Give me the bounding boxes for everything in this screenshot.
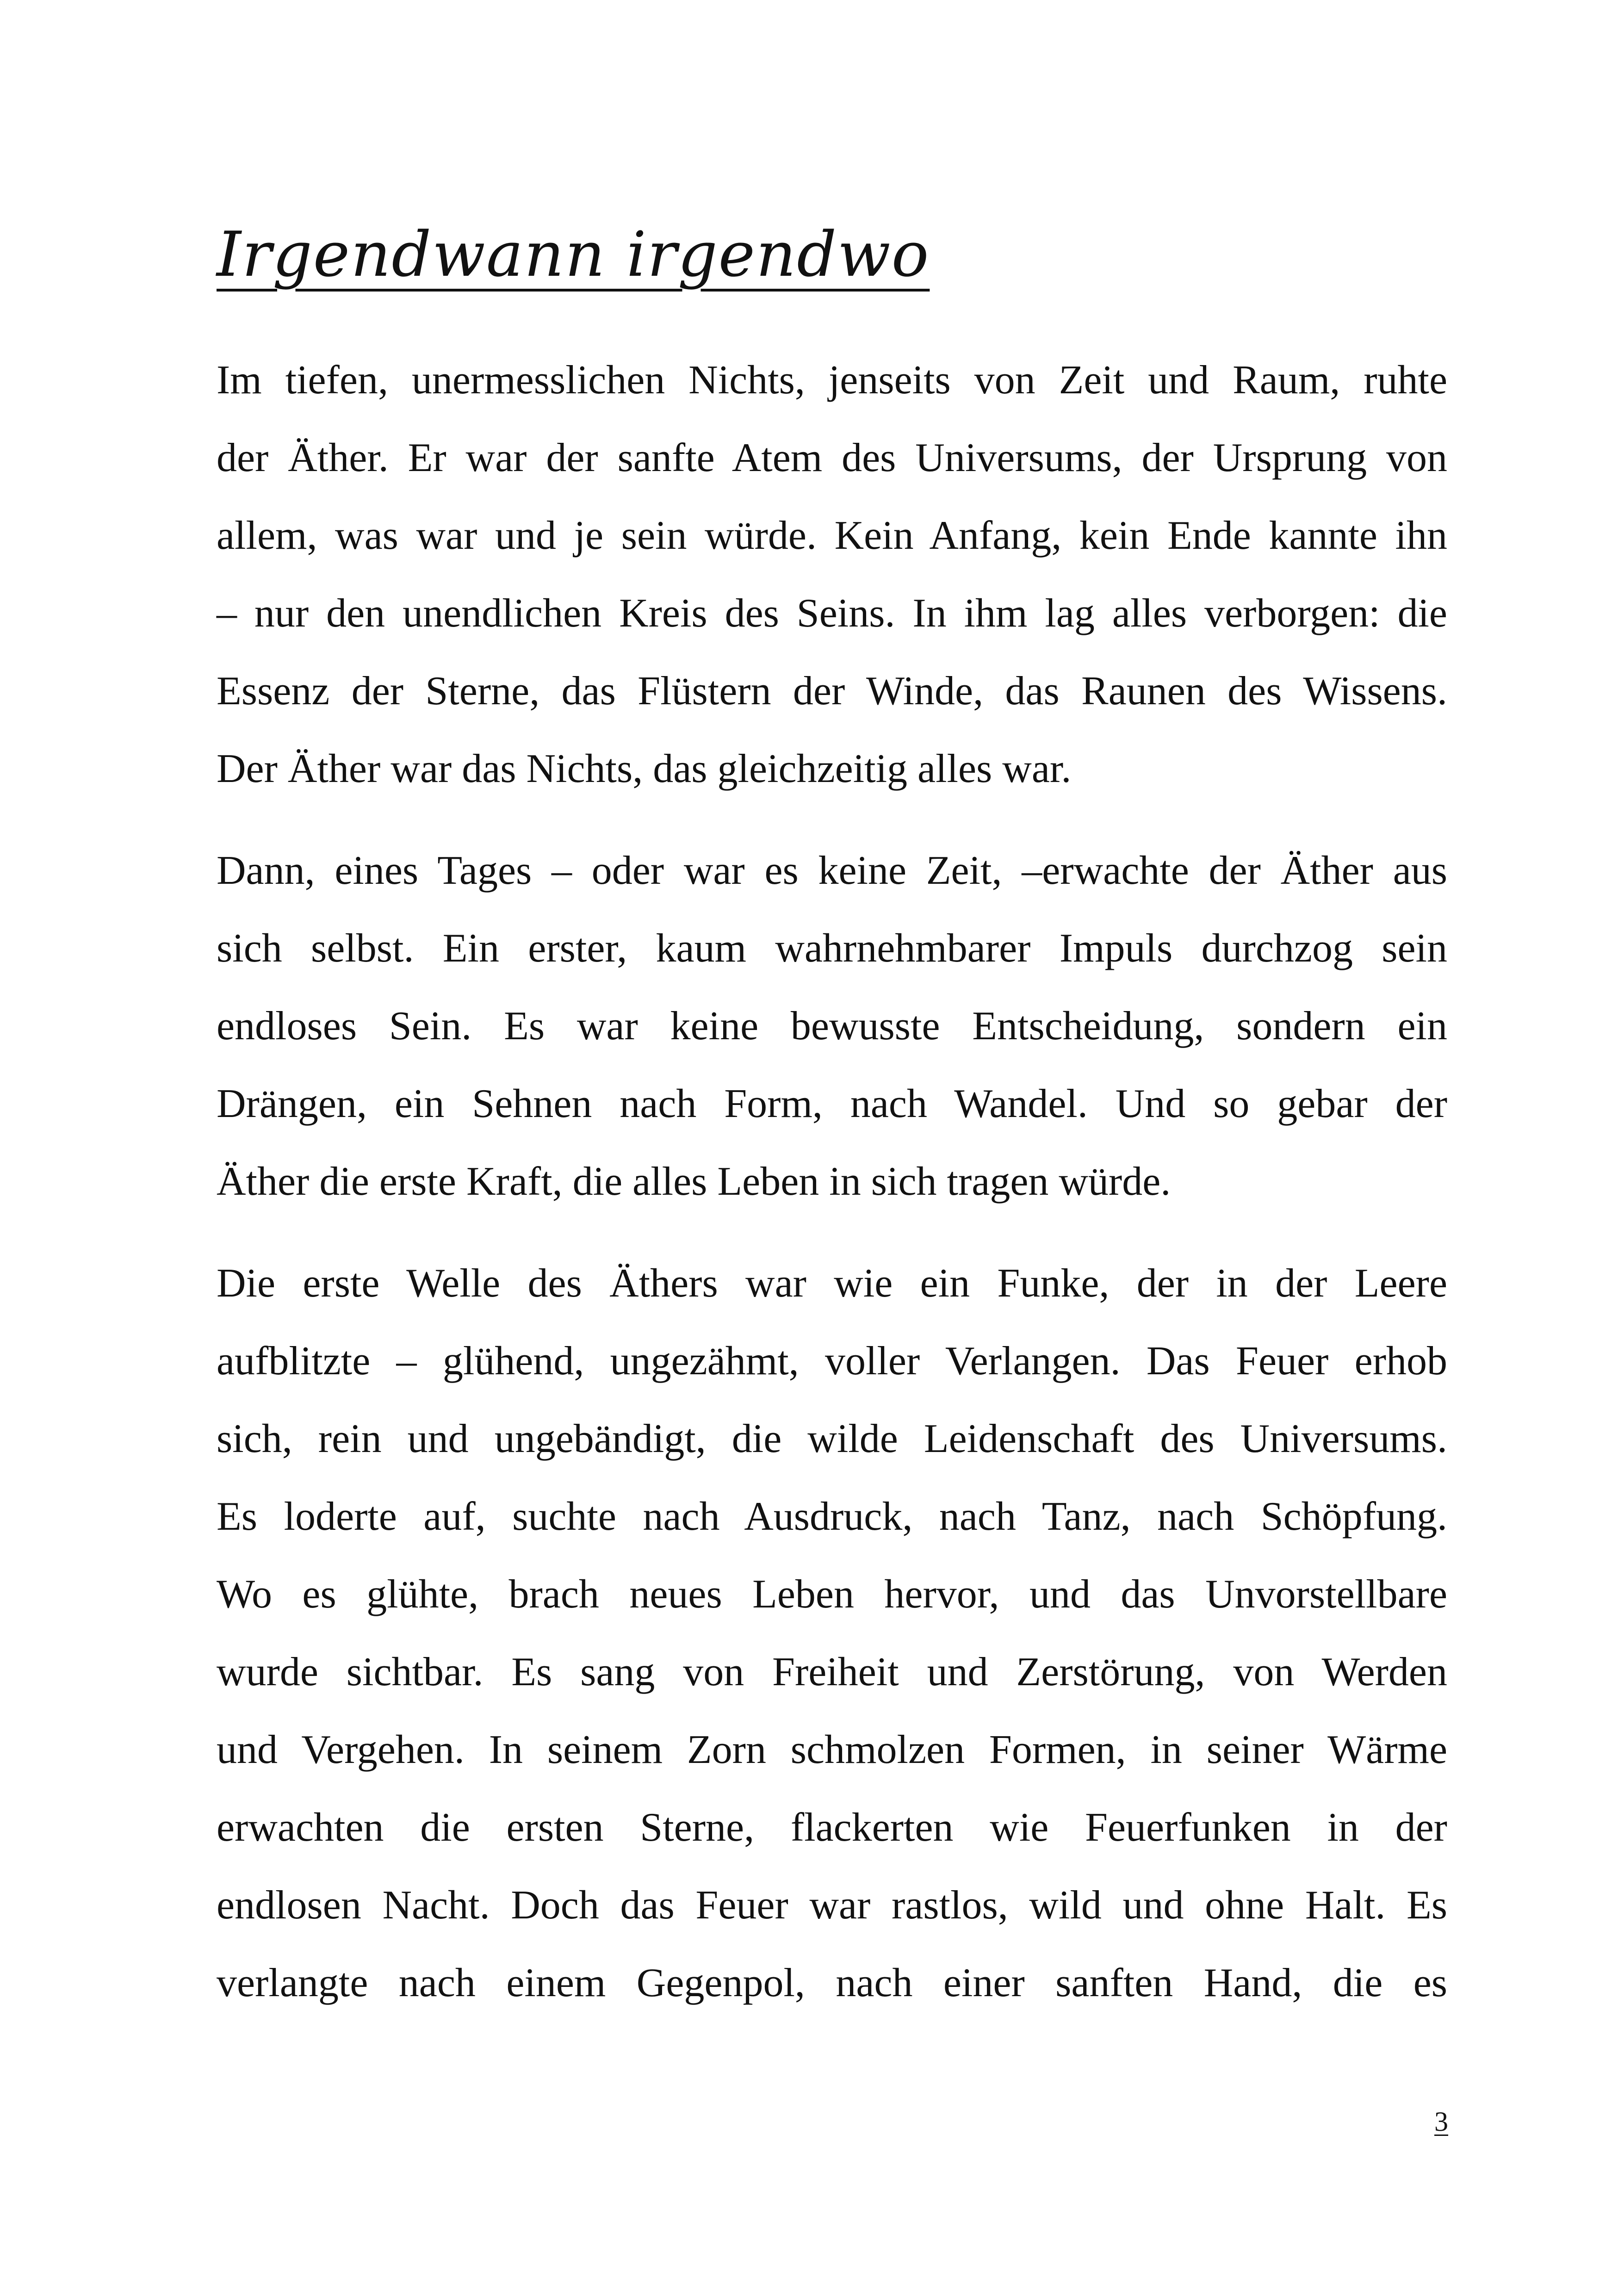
text-line: – nur den unendlichen Kreis des Seins. In ihm lag alles verborgen: die xyxy=(217,591,1447,636)
text-line: aufblitzte – glühend, ungezähmt, voller Verlangen. Das Feuer erhob xyxy=(217,1339,1447,1384)
text-line: Dann, eines Tages – oder war es keine Zeit, –erwachte der Äther aus xyxy=(217,848,1447,893)
text-line: der Äther. Er war der sanfte Atem des Universums, der Ursprung von xyxy=(217,435,1447,480)
text-line: Die erste Welle des Äthers war wie ein Funke, der in der Leere xyxy=(217,1261,1447,1306)
text-line: sich selbst. Ein erster, kaum wahrnehmbarer Impuls durchzog sein xyxy=(217,926,1447,971)
text-line: wurde sichtbar. Es sang von Freiheit und Zerstörung, von Werden xyxy=(217,1650,1447,1694)
text-line: Der Äther war das Nichts, das gleichzeitig alles war. xyxy=(217,746,1072,791)
paragraph-3 xyxy=(217,1245,1447,2022)
text-line: Es loderte auf, suchte nach Ausdruck, nach Tanz, nach Schöpfung. xyxy=(217,1494,1447,1539)
text-line: Wo es glühte, brach neues Leben hervor, und das Unvorstellbare xyxy=(217,1572,1447,1617)
page-number: 3 xyxy=(1434,2106,1448,2137)
chapter-title: Irgendwann irgendwo xyxy=(217,218,930,291)
paragraph-1 xyxy=(217,341,1447,808)
text-line: erwachten die ersten Sterne, flackerten wie Feuerfunken in der xyxy=(217,1805,1447,1850)
text-line: und Vergehen. In seinem Zorn schmolzen Formen, in seiner Wärme xyxy=(217,1727,1447,1772)
text-line: Essenz der Sterne, das Flüstern der Winde, das Raunen des Wissens. xyxy=(217,669,1447,714)
text-line: Im tiefen, unermesslichen Nichts, jenseits von Zeit und Raum, ruhte xyxy=(217,358,1447,403)
paragraph-2 xyxy=(217,832,1447,1221)
text-line: Drängen, ein Sehnen nach Form, nach Wandel. Und so gebar der xyxy=(217,1081,1447,1126)
text-line: endloses Sein. Es war keine bewusste Entscheidung, sondern ein xyxy=(217,1004,1447,1049)
text-line: allem, was war und je sein würde. Kein Anfang, kein Ende kannte ihn xyxy=(217,513,1447,558)
body-text xyxy=(217,341,1447,2046)
text-line: verlangte nach einem Gegenpol, nach einer sanften Hand, die es xyxy=(217,1961,1447,2005)
text-line: endlosen Nacht. Doch das Feuer war rastlos, wild und ohne Halt. Es xyxy=(217,1883,1447,1928)
text-line: Äther die erste Kraft, die alles Leben in sich tragen würde. xyxy=(217,1159,1171,1204)
text-line: sich, rein und ungebändigt, die wilde Leidenschaft des Universums. xyxy=(217,1416,1447,1461)
